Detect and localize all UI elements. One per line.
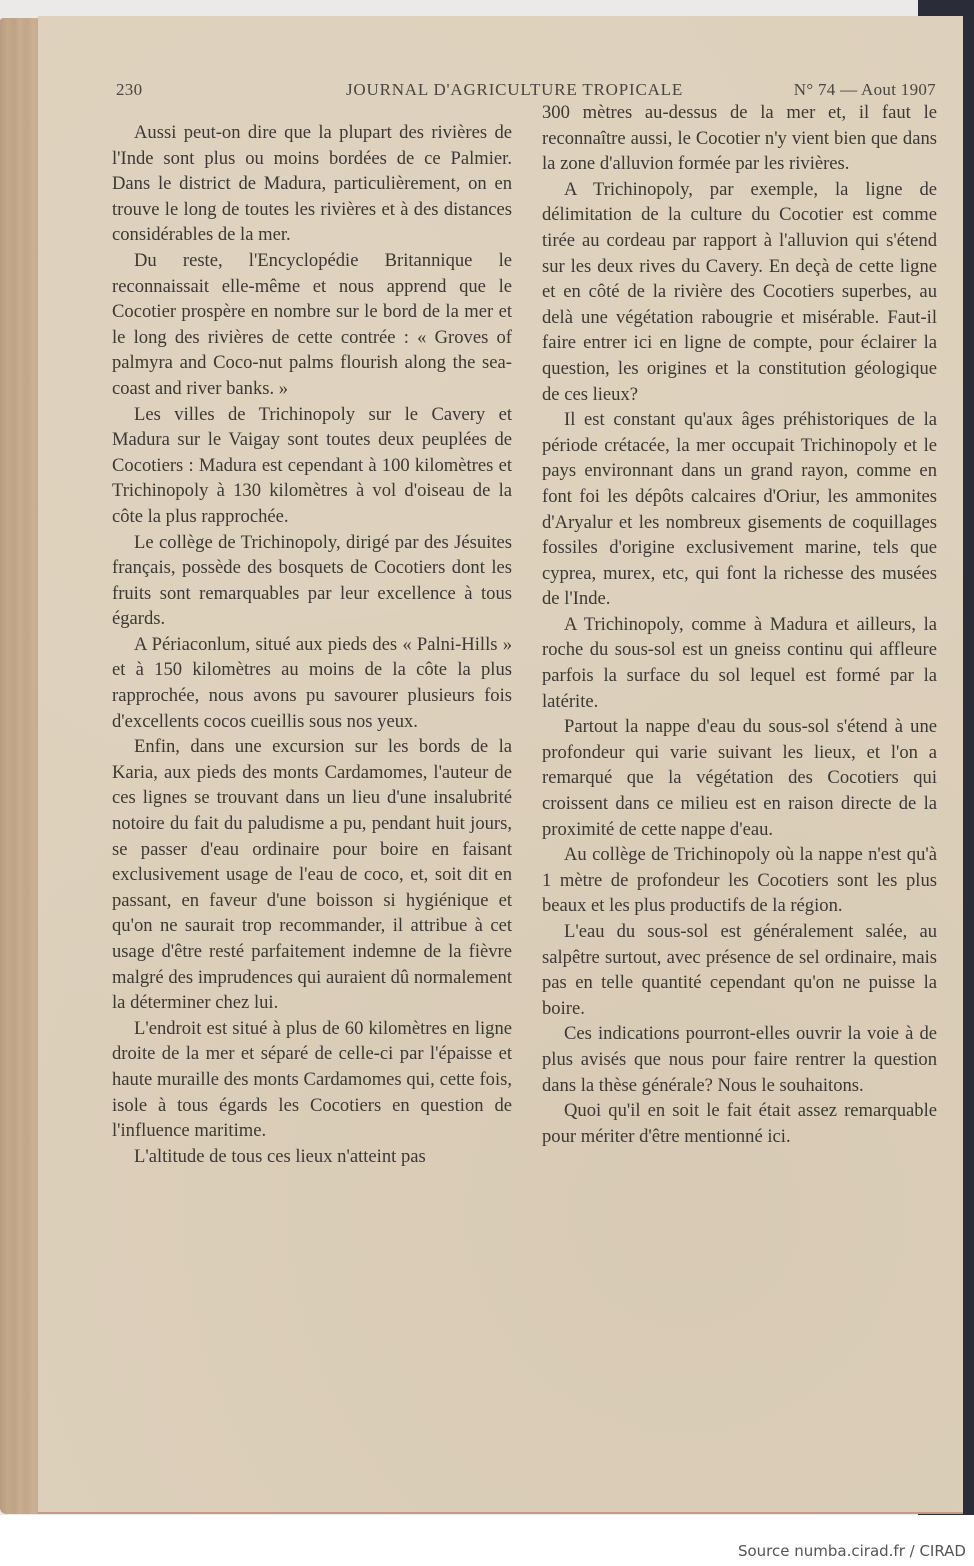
running-header (116, 80, 936, 102)
source-credit: Source numba.cirad.fr / CIRAD (737, 1542, 966, 1560)
right-column (542, 100, 937, 1149)
page-number: 230 (116, 80, 143, 99)
paragraph: A Périaconlum, situé aux pieds des « Palni-Hills » et à 150 kilomètres au moins de la côte la plus rapprochée, nous avons pu savourer plusieurs fois d'excellents cocos cueillis sous nos yeux. (112, 633, 512, 732)
paragraph: Aussi peut-on dire que la plupart des rivières de l'Inde sont plus ou moins bordées de ce Palmier. Dans le district de Madura, particulièrement, on en trouve le long de toutes les rivières et à des distances considérables de la mer. (112, 122, 512, 246)
paragraph: Partout la nappe d'eau du sous-sol s'étend à une profondeur qui varie suivant les lieux, et l'on a remarqué que la végétation des Cocotiers qui croissent dans ce milieu est en raison directe de la proximité de cette nappe d'eau. (542, 716, 937, 840)
paragraph: Quoi qu'il en soit le fait était assez remarquable pour mériter d'être mentionné ici. (542, 1100, 937, 1147)
paragraph: A Trichinopoly, par exemple, la ligne de délimitation de la culture du Cocotier est comme tirée au cordeau par rapport à l'alluvion qui s'étend sur les deux rives du Cavery. En deçà de cette ligne et en côté de la rivière des Cocotiers superbes, au delà une végétation rabougrie et misérable. Faut-il faire entrer ici en ligne de compte, pour éclairer la question, les origines et la constitution géologique de ces lieux? (542, 178, 937, 405)
paragraph: L'endroit est situé à plus de 60 kilomètres en ligne droite de la mer et séparé de celle-ci par l'épaisse et haute muraille des monts Cardamomes qui, cette fois, isole à tous égards les Cocotiers en question de l'influence maritime. (112, 1017, 512, 1142)
paragraph: Le collège de Trichinopoly, dirigé par des Jésuites français, possède des bosquets de Cocotiers dont les fruits sont remarquables par leur excellence à tous égards. (112, 531, 512, 630)
paragraph: Il est constant qu'aux âges préhistoriques de la période crétacée, la mer occupait Trichinopoly et le pays environnant dans un grand rayon, comme en font foi les dépôts calcaires d'Oriur, les ammonites d'Aryalur et les nombreux gisements de coquillages fossiles d'origine exclusivement marine, tels que cyprea, murex, etc, qui font la richesse des musées de l'Inde. (542, 409, 937, 610)
left-column (112, 120, 512, 1169)
paragraph-continuation: 300 mètres au-dessus de la mer et, il faut le reconnaître aussi, le Cocotier n'y vient bien que dans la zone d'alluvion formée par les rivières. (542, 102, 937, 175)
paragraph: Enfin, dans une excursion sur les bords de la Karia, aux pieds des monts Cardamomes, l'auteur de ces lignes se trouvant dans un lieu d'une insalubrité notoire du fait du paludisme a pu, pendant huit jours, se passer d'eau ordinaire pour boire en faisant exclusivement usage de l'eau de coco, et, soit dit en passant, en faveur d'une boisson si hygiénique et qu'on ne saurait trop recommander, il attribue à cet usage d'être resté parfaitement indemne de la fièvre malgré des imprudences qui auraient dû normalement la déterminer chez lui. (112, 736, 512, 1014)
paragraph: L'eau du sous-sol est généralement salée, au salpêtre surtout, avec présence de sel ordinaire, mais pas en telle quantité cependant qu'on ne puisse la boire. (542, 921, 937, 1019)
paragraph: Ces indications pourront-elles ouvrir la voie à de plus avisés que nous pour faire rentrer la question dans la thèse générale? Nous le souhaitons. (542, 1023, 937, 1096)
paragraph: L'altitude de tous ces lieux n'atteint pas (134, 1145, 426, 1167)
paragraph: Au collège de Trichinopoly où la nappe n'est qu'à 1 mètre de profondeur les Cocotiers sont les plus beaux et les plus productifs de la région. (542, 844, 937, 917)
journal-title: JOURNAL D'AGRICULTURE TROPICALE (346, 80, 684, 99)
issue-info: N° 74 — Aout 1907 (793, 80, 936, 99)
paragraph: Du reste, l'Encyclopédie Britannique le reconnaissait elle-même et nous apprend que le Cocotier prospère en nombre sur le bord de la mer et le long des rivières de cette contrée : « Groves of palmyra and Coco-nut palms flourish along the sea-coast and river banks. » (112, 249, 512, 399)
paragraph: A Trichinopoly, comme à Madura et ailleurs, la roche du sous-sol est un gneiss continu qui affleure parfois la surface du sol lequel est formé par la latérite. (542, 613, 937, 712)
paragraph: Les villes de Trichinopoly sur le Cavery et Madura sur le Vaigay sont toutes deux peuplées de Cocotiers : Madura est cependant à 100 kilomètres et Trichinopoly à 130 kilomètres à vol d'oiseau de la côte la plus rapprochée. (112, 403, 512, 527)
